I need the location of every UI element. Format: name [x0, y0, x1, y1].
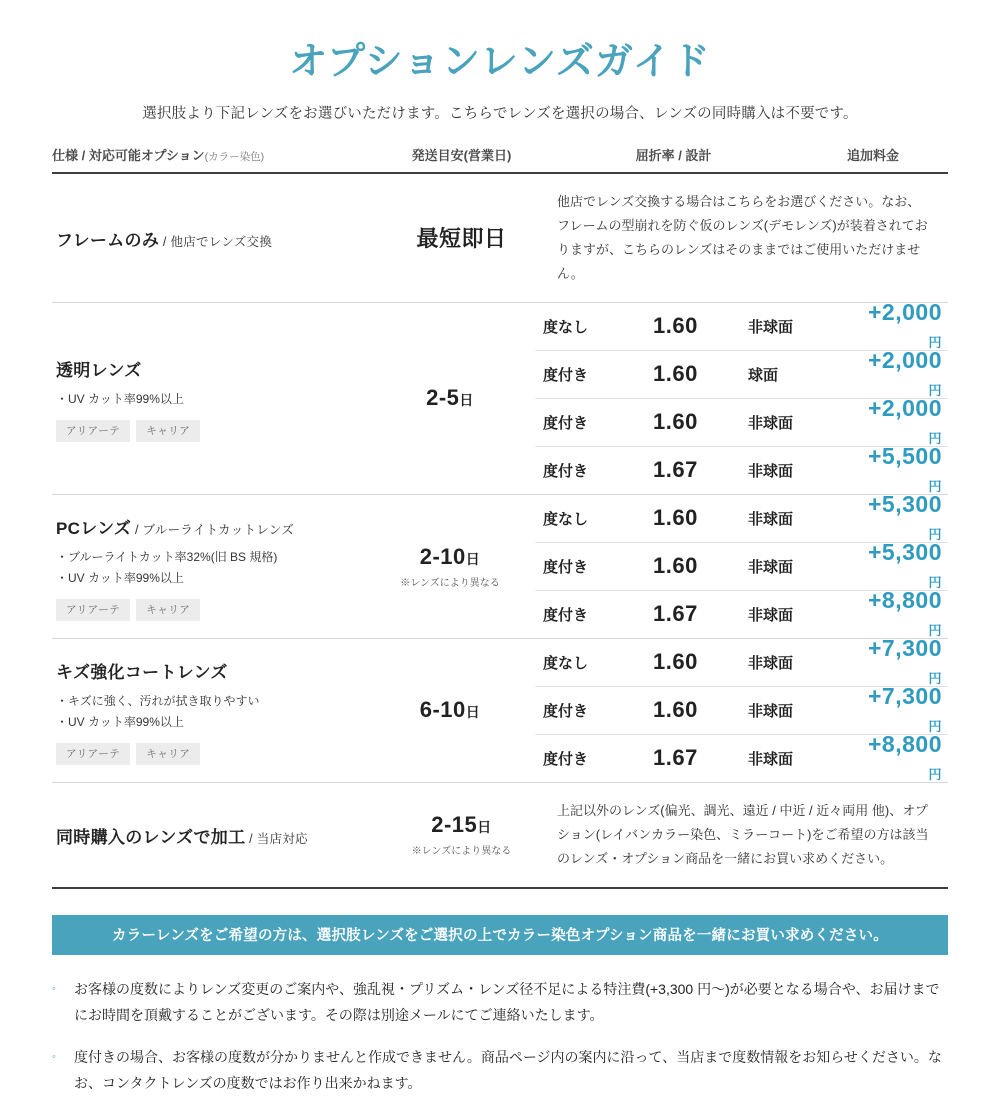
- page-subtitle: 選択肢より下記レンズをお選びいただけます。こちらでレンズを選択の場合、レンズの同時購入は不要です。: [142, 105, 858, 122]
- spec-index: 1.60: [653, 361, 698, 387]
- list-item: [52, 977, 948, 1029]
- spec-design: 非球面: [748, 414, 794, 432]
- spec-power: 度付き: [543, 606, 589, 624]
- option-badges: [56, 420, 357, 442]
- spec-index: 1.67: [653, 601, 698, 627]
- shipping-note: ※レンズにより異なる: [411, 846, 512, 858]
- spec-power: 度付き: [543, 414, 589, 432]
- footnote-text: お客様の度数によりレンズ変更のご案内や、強乱視・プリズム・レンズ径不足による特注費(+3,300 円〜)が必要となる場合や、お届けまでにお時間を頂戴することがございます。その際は別途メールにてご連絡いたします。: [74, 980, 940, 1023]
- spec-index: 1.60: [653, 649, 698, 675]
- status-badge: キャリア: [136, 743, 200, 765]
- row-title-cell: [52, 174, 374, 302]
- lens-name: 透明レンズ: [56, 361, 142, 381]
- spec-power: 度なし: [543, 318, 589, 336]
- circle-bullet-icon: ◦: [52, 982, 56, 995]
- list-item: ・キズに強く、汚れが拭き取りやすい: [56, 693, 260, 708]
- spec-index: 1.67: [653, 457, 698, 483]
- spec-price: +5,300円: [868, 491, 942, 543]
- list-item: ・UV カット率99%以上: [56, 570, 184, 585]
- spec-price: +8,800円: [868, 731, 942, 783]
- status-badge: アリアーテ: [56, 420, 130, 442]
- footnotes: [52, 977, 948, 1096]
- table-row: [52, 491, 948, 639]
- status-badge: アリアーテ: [56, 743, 130, 765]
- column-header-spec: 仕様 / 対応可能オプション(カラー染色): [52, 147, 265, 163]
- list-item: [52, 1045, 948, 1096]
- lens-name: キズ強化コートレンズ: [56, 662, 228, 682]
- spec-row: [535, 347, 948, 399]
- spec-design: 非球面: [748, 510, 794, 528]
- row-title-cell: [52, 639, 365, 782]
- list-item: ・UV カット率99%以上: [56, 714, 184, 729]
- table-row: [52, 635, 948, 783]
- spec-row: [535, 539, 948, 591]
- table-row: [52, 299, 948, 495]
- spec-list: [535, 635, 948, 783]
- spec-design: 非球面: [748, 702, 794, 720]
- spec-design: 非球面: [748, 606, 794, 624]
- spec-power: 度付き: [543, 462, 589, 480]
- spec-list: [535, 491, 948, 639]
- row-detail-cell: [549, 174, 948, 302]
- lens-name-sub: / 他店でレンズ交換: [159, 235, 273, 250]
- status-badge: キャリア: [136, 599, 200, 621]
- shipping-cell: [374, 174, 549, 302]
- spec-row: [535, 731, 948, 783]
- row-title-cell: [52, 783, 374, 887]
- spec-price: +7,300円: [868, 683, 942, 735]
- list-item: ・ブルーライトカット率32%(旧 BS 規格): [56, 549, 278, 564]
- lens-name: 同時購入のレンズで加工 / 当店対応: [56, 828, 308, 848]
- row-description: 上記以外のレンズ(偏光、調光、遠近 / 中近 / 近々両用 他)、オプション(レイバンカラー染色、ミラーコート)をご希望の方は該当のレンズ・オプション商品を一緒にお買い求めください。: [557, 802, 929, 866]
- list-item: ・UV カット率99%以上: [56, 392, 184, 407]
- spec-index: 1.67: [653, 745, 698, 771]
- spec-price: +7,300円: [868, 635, 942, 687]
- table-column-headers: [52, 145, 948, 172]
- spec-power: 度なし: [543, 654, 589, 672]
- option-badges: [56, 599, 357, 621]
- feature-list: [56, 389, 357, 410]
- column-header-spec-note: (カラー染色): [204, 150, 265, 163]
- spec-price: +2,000円: [868, 299, 942, 351]
- spec-row: [535, 635, 948, 687]
- status-badge: アリアーテ: [56, 599, 130, 621]
- spec-index: 1.60: [653, 409, 698, 435]
- spec-row: [535, 395, 948, 447]
- page-title: オプションレンズガイド: [289, 41, 711, 83]
- shipping-cell: [365, 495, 535, 638]
- spec-index: 1.60: [653, 313, 698, 339]
- shipping-cell: [365, 639, 535, 782]
- spec-price: +5,300円: [868, 539, 942, 591]
- lens-name-sub: / ブルーライトカットレンズ: [131, 522, 295, 537]
- spec-index: 1.60: [653, 553, 698, 579]
- spec-design: 非球面: [748, 558, 794, 576]
- lens-options-table: [52, 172, 948, 889]
- spec-design: 非球面: [748, 462, 794, 480]
- shipping-note: ※レンズにより異なる: [400, 577, 500, 589]
- spec-price: +2,000円: [868, 347, 942, 399]
- shipping-estimate: 2-15日: [431, 812, 492, 838]
- spec-design: 非球面: [748, 750, 794, 768]
- spec-design: 非球面: [748, 318, 794, 336]
- spec-index: 1.60: [653, 505, 698, 531]
- lens-name: PCレンズ / ブルーライトカットレンズ: [56, 518, 295, 538]
- spec-design: 球面: [748, 366, 779, 384]
- row-description: 他店でレンズ交換する場合はこちらをお選びください。なお、フレームの型崩れを防ぐ仮のレンズ(デモレンズ)が装着されておりますが、こちらのレンズはそのままではご使用いただけません。: [557, 193, 928, 281]
- lens-name: フレームのみ / 他店でレンズ交換: [56, 231, 273, 251]
- option-badges: [56, 743, 357, 765]
- spec-price: +8,800円: [868, 587, 942, 639]
- shipping-estimate: 2-5日: [426, 385, 474, 411]
- column-header-index: 屈折率 / 設計: [635, 147, 712, 163]
- row-detail-cell: [549, 783, 948, 887]
- footnote-text: 度付きの場合、お客様の度数が分かりませんと作成できません。商品ページ内の案内に沿って、当店まで度数情報をお知らせください。なお、コンタクトレンズの度数ではお作り出来かねます。: [74, 1048, 942, 1091]
- spec-row: [535, 491, 948, 543]
- column-header-shipping: 発送目安(営業日): [411, 147, 512, 163]
- color-lens-banner: カラーレンズをご希望の方は、選択肢レンズをご選択の上でカラー染色オプション商品を一緒にお買い求めください。: [52, 915, 948, 955]
- shipping-cell: [374, 783, 549, 887]
- row-title-cell: [52, 303, 365, 494]
- spec-row: [535, 443, 948, 495]
- spec-price: +5,500円: [868, 443, 942, 495]
- spec-row: [535, 299, 948, 351]
- feature-list: [56, 691, 357, 733]
- lens-name-sub: / 当店対応: [245, 832, 308, 847]
- circle-bullet-icon: ◦: [52, 1050, 56, 1063]
- spec-power: 度付き: [543, 702, 589, 720]
- shipping-estimate: 6-10日: [419, 697, 481, 723]
- row-title-cell: [52, 495, 365, 638]
- spec-power: 度なし: [543, 510, 589, 528]
- shipping-estimate: 2-10日: [419, 543, 481, 569]
- table-row: [52, 783, 948, 889]
- shipping-estimate: 最短即日: [416, 226, 507, 252]
- spec-list: [535, 299, 948, 495]
- status-badge: キャリア: [136, 420, 200, 442]
- spec-power: 度付き: [543, 750, 589, 768]
- spec-index: 1.60: [653, 697, 698, 723]
- feature-list: [56, 547, 357, 589]
- column-header-price: 追加料金: [846, 147, 899, 163]
- spec-price: +2,000円: [868, 395, 942, 447]
- table-row: [52, 174, 948, 303]
- shipping-cell: [365, 303, 535, 494]
- spec-power: 度付き: [543, 366, 589, 384]
- spec-power: 度付き: [543, 558, 589, 576]
- spec-row: [535, 683, 948, 735]
- spec-design: 非球面: [748, 654, 794, 672]
- spec-row: [535, 587, 948, 639]
